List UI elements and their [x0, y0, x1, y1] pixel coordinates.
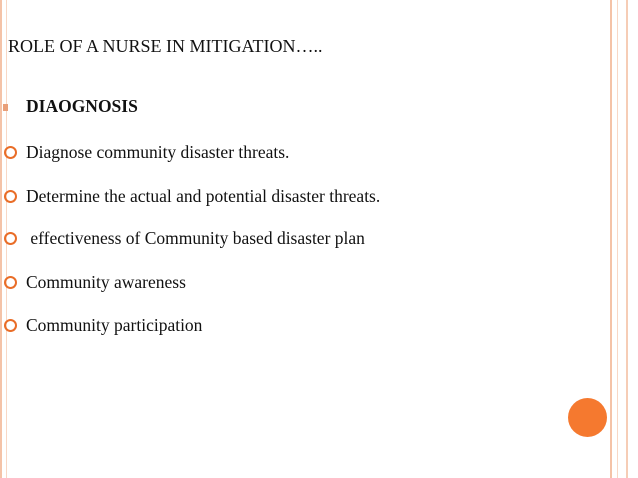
left-border-line: [0, 0, 2, 478]
right-border-line-outer: [626, 0, 628, 478]
list-item-text: Determine the actual and potential disaster threats.: [26, 186, 381, 206]
list-item-text: Community awareness: [26, 272, 186, 292]
ring-bullet-icon: [4, 146, 17, 159]
heading-label: DIAOGNOSIS: [26, 96, 138, 116]
square-bullet-icon: [3, 104, 8, 111]
right-border-line: [610, 0, 612, 478]
list-item-text: Community participation: [26, 315, 203, 335]
ring-bullet-icon: [4, 190, 17, 203]
list-item-text: effectiveness of Community based disaster plan: [26, 228, 365, 248]
list-item-text: Diagnose community disaster threats.: [26, 142, 290, 162]
slide-title: ROLE OF A NURSE IN MITIGATION…..: [8, 36, 323, 56]
ring-bullet-icon: [4, 232, 17, 245]
ring-bullet-icon: [4, 276, 17, 289]
ring-bullet-icon: [4, 319, 17, 332]
orange-circle-icon: [568, 398, 607, 437]
right-border-line-middle: [617, 0, 618, 478]
